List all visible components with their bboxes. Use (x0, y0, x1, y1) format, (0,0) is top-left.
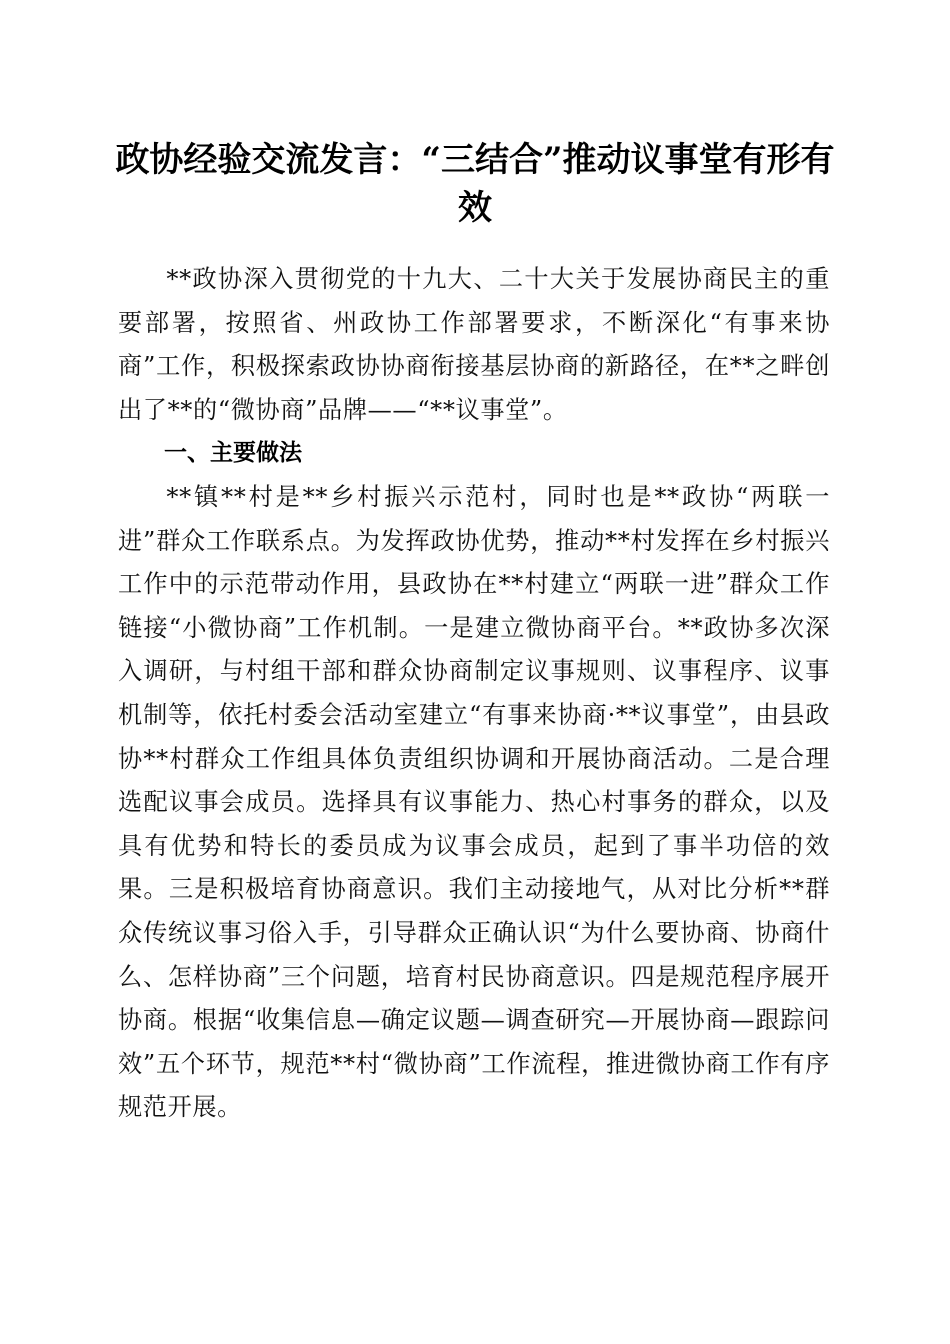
intro-paragraph: **政协深入贯彻党的十九大、二十大关于发展协商民主的重要部署，按照省、州政协工作部署要求，不断深化“有事来协商”工作，积极探索政协协商衔接基层协商的新路径，在**之畔创出了**的“微协商”品牌——“**议事堂”。 (118, 265, 830, 424)
section-paragraph: **镇**村是**乡村振兴示范村，同时也是**政协“两联一进”群众工作联系点。为发挥政协优势，推动**村发挥在乡村振兴工作中的示范带动作用，县政协在**村建立“两联一进”群众工作链接“小微协商”工作机制。一是建立微协商平台。**政协多次深入调研，与村组干部和群众协商制定议事规则、议事程序、议事机制等，依托村委会活动室建立“有事来协商·**议事堂”，由县政协**村群众工作组具体负责组织协调和开展协商活动。二是合理选配议事会成员。选择具有议事能力、热心村事务的群众，以及具有优势和特长的委员成为议事会成员，起到了事半功倍的效果。三是积极培育协商意识。我们主动接地气，从对比分析**群众传统议事习俗入手，引导群众正确认识“为什么要协商、协商什么、怎样协商”三个问题，培育村民协商意识。四是规范程序展开协商。根据“收集信息—确定议题—调查研究—开展协商—跟踪问效”五个环节，规范**村“微协商”工作流程，推进微协商工作有序规范开展。 (118, 482, 830, 1122)
document-body (118, 258, 830, 1130)
document-title: 政协经验交流发言：“三结合”推动议事堂有形有效 (115, 140, 835, 228)
section-heading: 一、主要做法 (164, 440, 302, 467)
